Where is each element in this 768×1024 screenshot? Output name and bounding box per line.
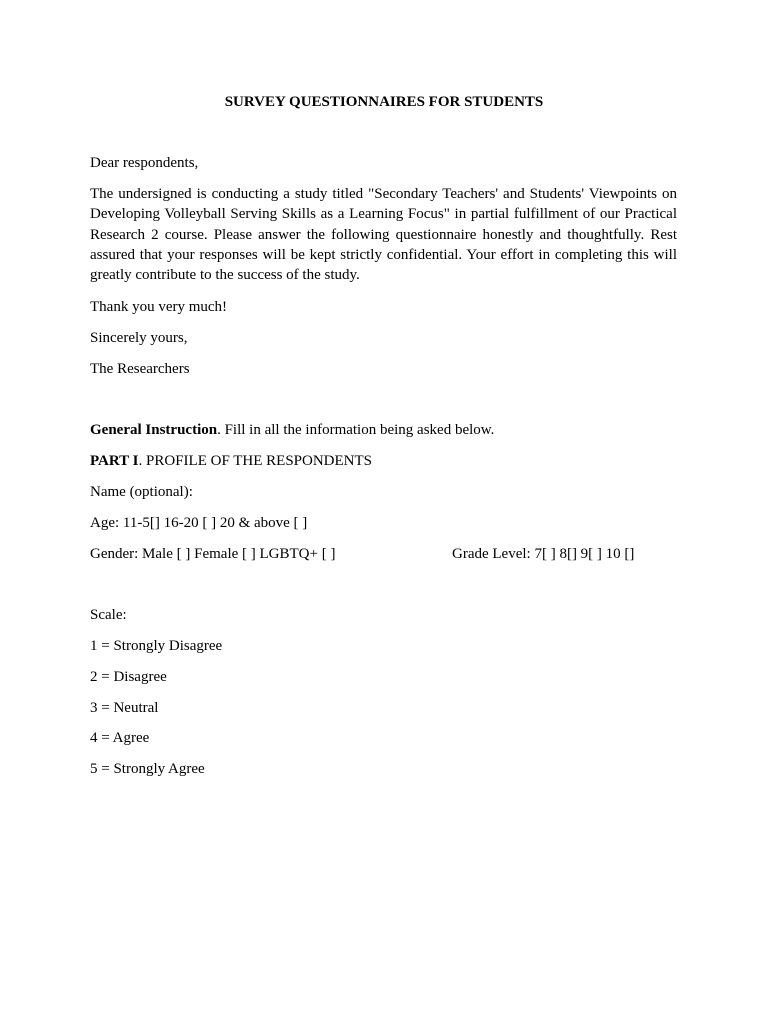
age-field-line: Age: 11-5[] 16-20 [ ] 20 & above [ ] [90,515,308,531]
part1-heading [90,452,372,470]
intro-paragraph: The undersigned is conducting a study titled "Secondary Teachers' and Students' Viewpoints on Developing Volleyball Serving Skills as a Learning Focus" in partial fulfillment of our Practical Research 2 course. Please answer the following questionnaire honestly and thoughtfully. Rest assured that your responses will be kept strictly confidential. Your effort in completing this will greatly contribute to the success of the study. [90,186,677,284]
part1-label: PART I [90,453,139,469]
part1-text: . PROFILE OF THE RESPONDENTS [138,453,373,469]
closing-line: Sincerely yours, [90,330,188,346]
document-title: SURVEY QUESTIONNAIRES FOR STUDENTS [224,94,544,110]
scale-item: 4 = Agree [90,730,150,746]
gender-field-line: Gender: Male [ ] Female [ ] LGBTQ+ [ ] [90,546,336,562]
grade-level-field-line: Grade Level: 7[ ] 8[] 9[ ] 10 [] [452,546,635,562]
scale-label: Scale: [90,607,127,623]
salutation: Dear respondents, [90,155,199,171]
general-instruction-text: . Fill in all the information being asked below. [217,422,495,438]
scale-item: 1 = Strongly Disagree [90,638,223,654]
name-field-line: Name (optional): [90,484,193,500]
scale-item: 3 = Neutral [90,700,159,716]
scale-item: 5 = Strongly Agree [90,761,205,777]
general-instruction-label: General Instruction [90,422,218,438]
thanks-line: Thank you very much! [90,299,228,315]
signature-line: The Researchers [90,361,190,377]
scale-item: 2 = Disagree [90,669,167,685]
general-instruction [90,421,494,439]
